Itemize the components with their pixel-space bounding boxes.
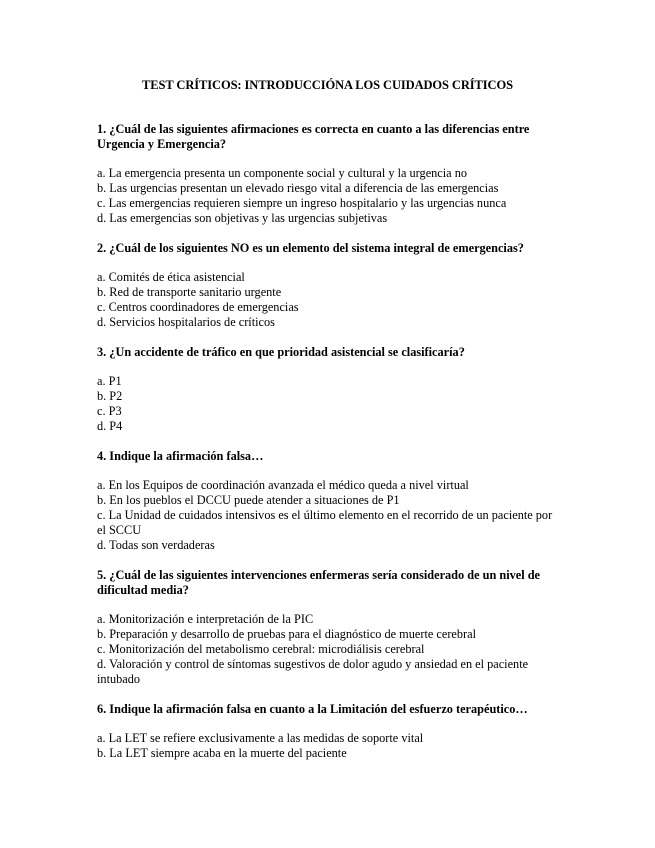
answer-options <box>97 374 559 434</box>
question-text: 6. Indique la afirmación falsa en cuanto a la Limitación del esfuerzo terapéutico… <box>97 702 528 716</box>
answer-option: b. Las urgencias presentan un elevado riesgo vital a diferencia de las emergencias <box>97 181 499 195</box>
answer-option: d. Valoración y control de síntomas sugestivos de dolor agudo y ansiedad en el paciente intubado <box>97 657 529 686</box>
answer-option: b. Red de transporte sanitario urgente <box>97 285 282 299</box>
answer-option: c. Las emergencias requieren siempre un ingreso hospitalario y las urgencias nunca <box>97 196 507 210</box>
answer-option: d. Las emergencias son objetivas y las urgencias subjetivas <box>97 211 388 225</box>
question-4 <box>97 449 559 553</box>
answer-option: d. Todas son verdaderas <box>97 538 215 552</box>
question-1 <box>97 122 559 226</box>
answer-options <box>97 166 559 226</box>
answer-options <box>97 731 559 761</box>
question-text: 5. ¿Cuál de las siguientes intervenciones enfermeras sería considerado de un nivel de dificultad media? <box>97 568 541 597</box>
question-list <box>97 122 559 761</box>
answer-options <box>97 478 559 553</box>
document-title: TEST CRÍTICOS: INTRODUCCIÓNA LOS CUIDADOS CRÍTICOS <box>142 78 513 92</box>
question-text: 4. Indique la afirmación falsa… <box>97 449 264 463</box>
answer-option: c. La Unidad de cuidados intensivos es el último elemento en el recorrido de un paciente por el SCCU <box>97 508 553 537</box>
question-text: 3. ¿Un accidente de tráfico en que prioridad asistencial se clasificaría? <box>97 345 465 359</box>
answer-option: d. P4 <box>97 419 123 433</box>
answer-options <box>97 612 559 687</box>
answer-option: c. P3 <box>97 404 122 418</box>
answer-option: a. Monitorización e interpretación de la PIC <box>97 612 314 626</box>
answer-option: a. En los Equipos de coordinación avanzada el médico queda a nivel virtual <box>97 478 469 492</box>
answer-option: d. Servicios hospitalarios de críticos <box>97 315 275 329</box>
question-5 <box>97 568 559 687</box>
answer-option: b. P2 <box>97 389 123 403</box>
question-3 <box>97 345 559 434</box>
answer-option: a. La LET se refiere exclusivamente a las medidas de soporte vital <box>97 731 424 745</box>
answer-option: b. En los pueblos el DCCU puede atender a situaciones de P1 <box>97 493 400 507</box>
answer-option: a. Comités de ética asistencial <box>97 270 245 284</box>
answer-option: c. Centros coordinadores de emergencias <box>97 300 299 314</box>
answer-option: a. P1 <box>97 374 122 388</box>
answer-option: c. Monitorización del metabolismo cerebral: microdiálisis cerebral <box>97 642 425 656</box>
question-text: 1. ¿Cuál de las siguientes afirmaciones es correcta en cuanto a las diferencias entre Urgencia y Emergencia? <box>97 122 530 151</box>
answer-option: a. La emergencia presenta un componente social y cultural y la urgencia no <box>97 166 468 180</box>
question-2 <box>97 241 559 330</box>
answer-option: b. Preparación y desarrollo de pruebas para el diagnóstico de muerte cerebral <box>97 627 476 641</box>
answer-options <box>97 270 559 330</box>
answer-option: b. La LET siempre acaba en la muerte del paciente <box>97 746 347 760</box>
question-text: 2. ¿Cuál de los siguientes NO es un elemento del sistema integral de emergencias? <box>97 241 524 255</box>
question-6 <box>97 702 559 761</box>
